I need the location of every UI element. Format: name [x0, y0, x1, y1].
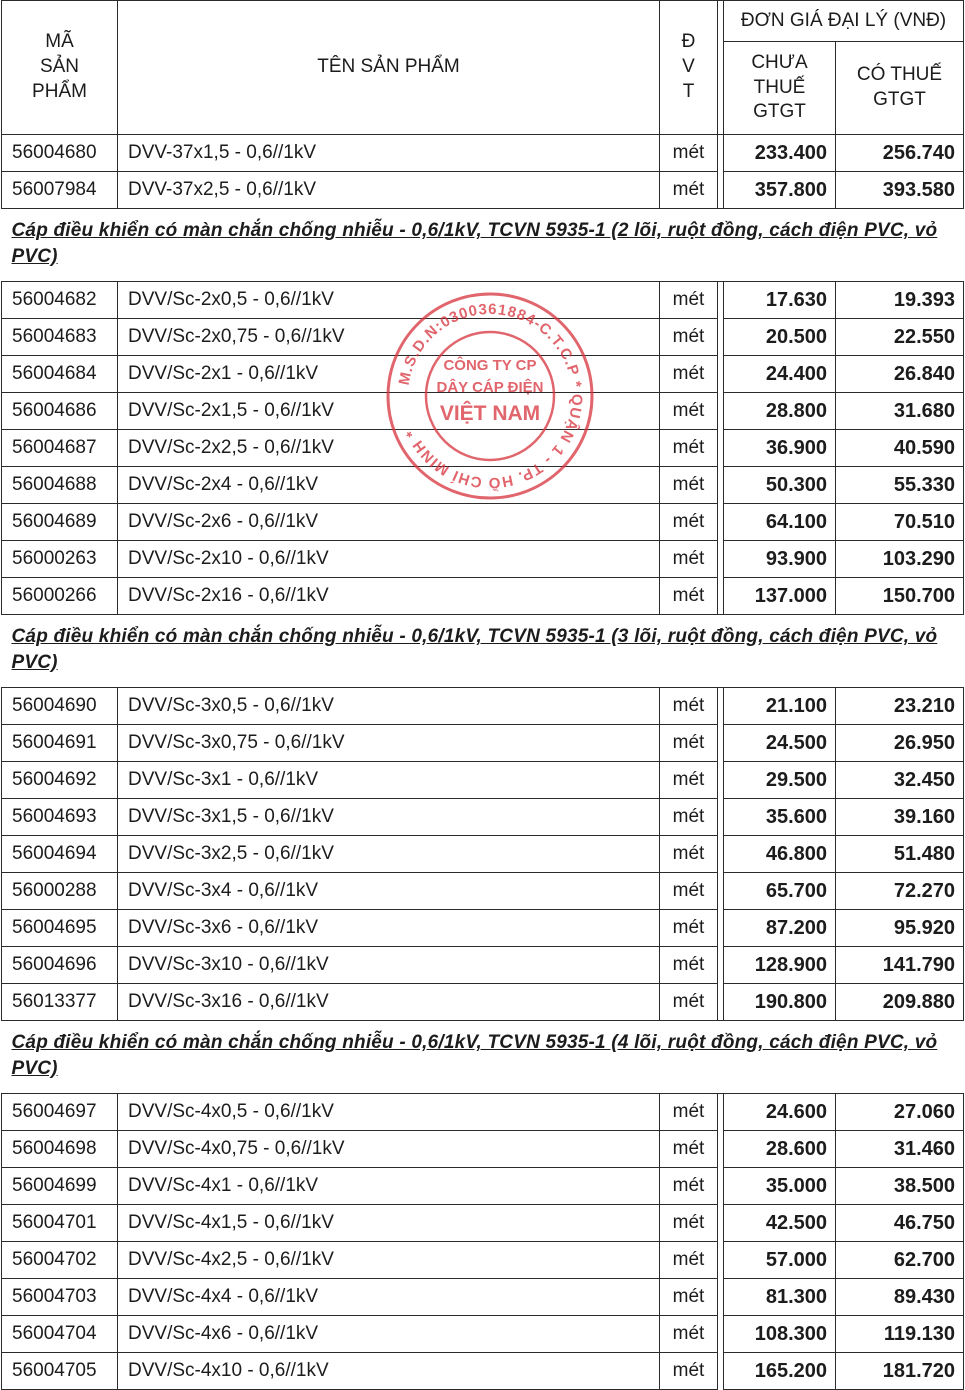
header-pre-tax-line: GTGT	[753, 101, 806, 123]
product-code-cell: 56004686	[2, 393, 118, 430]
product-name-cell: DVV/Sc-4x6 - 0,6//1kV	[118, 1316, 660, 1353]
pre-tax-price-cell: 357.800	[724, 172, 836, 209]
unit-cell: mét	[660, 725, 718, 762]
unit-cell: mét	[660, 172, 718, 209]
section-heading-row	[2, 615, 964, 688]
table-row	[2, 873, 964, 910]
product-name-cell: DVV/Sc-3x0,5 - 0,6//1kV	[118, 688, 660, 725]
product-code-cell: 56004694	[2, 836, 118, 873]
unit-cell: mét	[660, 1279, 718, 1316]
unit-cell: mét	[660, 1131, 718, 1168]
stamp-line-3: VIỆT NAM	[439, 402, 541, 425]
header-product-name	[118, 1, 660, 135]
product-name-cell: DVV/Sc-2x0,5 - 0,6//1kV	[118, 282, 660, 319]
with-tax-price-cell: 103.290	[836, 541, 964, 578]
with-tax-price-cell: 38.500	[836, 1168, 964, 1205]
table-row	[2, 578, 964, 615]
with-tax-price-cell: 72.270	[836, 873, 964, 910]
product-name-cell: DVV/Sc-3x6 - 0,6//1kV	[118, 910, 660, 947]
unit-cell: mét	[660, 688, 718, 725]
product-code-cell: 56004691	[2, 725, 118, 762]
product-code-cell: 56004690	[2, 688, 118, 725]
pre-tax-price-cell: 21.100	[724, 688, 836, 725]
header-name-label: TÊN SẢN PHẨM	[317, 56, 460, 78]
unit-cell: mét	[660, 984, 718, 1021]
table-row	[2, 762, 964, 799]
pre-tax-price-cell: 65.700	[724, 873, 836, 910]
table-row	[2, 910, 964, 947]
unit-cell: mét	[660, 430, 718, 467]
with-tax-price-cell: 89.430	[836, 1279, 964, 1316]
unit-cell: mét	[660, 910, 718, 947]
table-row	[2, 282, 964, 319]
table-row	[2, 984, 964, 1021]
product-name-cell: DVV/Sc-3x1 - 0,6//1kV	[118, 762, 660, 799]
unit-cell: mét	[660, 836, 718, 873]
with-tax-price-cell: 22.550	[836, 319, 964, 356]
with-tax-price-cell: 209.880	[836, 984, 964, 1021]
unit-cell: mét	[660, 504, 718, 541]
product-code-cell: 56004680	[2, 135, 118, 172]
product-name-cell: DVV/Sc-3x0,75 - 0,6//1kV	[118, 725, 660, 762]
product-code-cell: 56004703	[2, 1279, 118, 1316]
product-name-cell: DVV/Sc-3x1,5 - 0,6//1kV	[118, 799, 660, 836]
pre-tax-price-cell: 35.600	[724, 799, 836, 836]
with-tax-price-cell: 95.920	[836, 910, 964, 947]
product-code-cell: 56004696	[2, 947, 118, 984]
stamp-outer-text: M.S.D.N:0300361884-C.T.C.P * QUẬN 1 - TP. HỒ CHÍ MINH *	[395, 300, 586, 492]
product-name-cell: DVV/Sc-4x4 - 0,6//1kV	[118, 1279, 660, 1316]
pre-tax-price-cell: 46.800	[724, 836, 836, 873]
pre-tax-price-cell: 128.900	[724, 947, 836, 984]
header-product-code	[2, 1, 118, 135]
product-name-cell: DVV/Sc-4x1 - 0,6//1kV	[118, 1168, 660, 1205]
table-row	[2, 947, 964, 984]
header-with-tax	[836, 42, 964, 135]
with-tax-price-cell: 141.790	[836, 947, 964, 984]
unit-cell: mét	[660, 762, 718, 799]
with-tax-price-cell: 55.330	[836, 467, 964, 504]
product-code-cell: 56004698	[2, 1131, 118, 1168]
product-code-cell: 56007984	[2, 172, 118, 209]
header-code-line: PHẨM	[32, 80, 87, 102]
table-row	[2, 319, 964, 356]
pre-tax-price-cell: 28.800	[724, 393, 836, 430]
table-row	[2, 504, 964, 541]
pre-tax-price-cell: 165.200	[724, 1353, 836, 1390]
with-tax-price-cell: 26.950	[836, 725, 964, 762]
pre-tax-price-cell: 28.600	[724, 1131, 836, 1168]
pre-tax-price-cell: 24.500	[724, 725, 836, 762]
pre-tax-price-cell: 24.400	[724, 356, 836, 393]
pre-tax-price-cell: 108.300	[724, 1316, 836, 1353]
product-name-cell: DVV/Sc-4x1,5 - 0,6//1kV	[118, 1205, 660, 1242]
table-row	[2, 1205, 964, 1242]
table-row	[2, 799, 964, 836]
header-code-line: MÃ	[45, 31, 74, 53]
product-code-cell: 56004702	[2, 1242, 118, 1279]
pre-tax-price-cell: 24.600	[724, 1094, 836, 1131]
table-row	[2, 356, 964, 393]
stamp-line-2: DÂY CÁP ĐIỆN	[436, 379, 544, 396]
with-tax-price-cell: 393.580	[836, 172, 964, 209]
table-row	[2, 1131, 964, 1168]
table-row	[2, 725, 964, 762]
unit-cell: mét	[660, 319, 718, 356]
unit-cell: mét	[660, 393, 718, 430]
product-code-cell: 56004689	[2, 504, 118, 541]
pre-tax-price-cell: 190.800	[724, 984, 836, 1021]
pre-tax-price-cell: 20.500	[724, 319, 836, 356]
product-name-cell: DVV/Sc-2x16 - 0,6//1kV	[118, 578, 660, 615]
with-tax-price-cell: 19.393	[836, 282, 964, 319]
unit-cell: mét	[660, 135, 718, 172]
product-name-cell: DVV/Sc-2x1,5 - 0,6//1kV	[118, 393, 660, 430]
product-code-cell: 56004683	[2, 319, 118, 356]
product-name-cell: DVV/Sc-2x4 - 0,6//1kV	[118, 467, 660, 504]
product-name-cell: DVV/Sc-2x2,5 - 0,6//1kV	[118, 430, 660, 467]
product-name-cell: DVV/Sc-2x10 - 0,6//1kV	[118, 541, 660, 578]
with-tax-price-cell: 256.740	[836, 135, 964, 172]
header-unit	[660, 1, 718, 135]
product-name-cell: DVV-37x2,5 - 0,6//1kV	[118, 172, 660, 209]
with-tax-price-cell: 51.480	[836, 836, 964, 873]
unit-cell: mét	[660, 1316, 718, 1353]
product-name-cell: DVV/Sc-3x2,5 - 0,6//1kV	[118, 836, 660, 873]
product-name-cell: DVV/Sc-3x4 - 0,6//1kV	[118, 873, 660, 910]
with-tax-price-cell: 150.700	[836, 578, 964, 615]
header-with-tax-line: CÓ THUẾ	[856, 64, 943, 86]
table-row	[2, 688, 964, 725]
unit-cell: mét	[660, 947, 718, 984]
product-code-cell: 56004695	[2, 910, 118, 947]
with-tax-price-cell: 39.160	[836, 799, 964, 836]
section-heading: Cáp điều khiển có màn chắn chống nhiễu - 0,6/1kV, TCVN 5935-1 (4 lõi, ruột đồng, cách điện PVC, vỏ PVC)	[2, 1021, 964, 1094]
table-row	[2, 1316, 964, 1353]
pre-tax-price-cell: 81.300	[724, 1279, 836, 1316]
product-code-cell: 56004687	[2, 430, 118, 467]
section-heading: Cáp điều khiển có màn chắn chống nhiễu - 0,6/1kV, TCVN 5935-1 (3 lõi, ruột đồng, cách điện PVC, vỏ PVC)	[2, 615, 964, 688]
pre-tax-price-cell: 57.000	[724, 1242, 836, 1279]
pre-tax-price-cell: 233.400	[724, 135, 836, 172]
product-name-cell: DVV/Sc-4x0,5 - 0,6//1kV	[118, 1094, 660, 1131]
product-name-cell: DVV/Sc-4x0,75 - 0,6//1kV	[118, 1131, 660, 1168]
pre-tax-price-cell: 64.100	[724, 504, 836, 541]
product-code-cell: 56000266	[2, 578, 118, 615]
product-name-cell: DVV/Sc-3x10 - 0,6//1kV	[118, 947, 660, 984]
product-name-cell: DVV/Sc-4x10 - 0,6//1kV	[118, 1353, 660, 1390]
header-pre-tax-line: THUẾ	[753, 76, 806, 98]
table-row	[2, 467, 964, 504]
product-code-cell: 56004684	[2, 356, 118, 393]
table-row	[2, 1279, 964, 1316]
header-price-group-label: ĐƠN GIÁ ĐẠI LÝ (VNĐ)	[740, 9, 947, 31]
product-code-cell: 56004701	[2, 1205, 118, 1242]
table-row	[2, 172, 964, 209]
product-code-cell: 56004688	[2, 467, 118, 504]
product-code-cell: 56000288	[2, 873, 118, 910]
product-code-cell: 56004682	[2, 282, 118, 319]
unit-cell: mét	[660, 1168, 718, 1205]
product-name-cell: DVV/Sc-2x0,75 - 0,6//1kV	[118, 319, 660, 356]
table-row	[2, 541, 964, 578]
table-row	[2, 1168, 964, 1205]
product-code-cell: 56004697	[2, 1094, 118, 1131]
unit-cell: mét	[660, 578, 718, 615]
section-heading-row	[2, 209, 964, 282]
unit-cell: mét	[660, 282, 718, 319]
unit-cell: mét	[660, 1205, 718, 1242]
table-body	[2, 135, 964, 1390]
header-unit-line: V	[682, 56, 695, 78]
product-name-cell: DVV/Sc-2x1 - 0,6//1kV	[118, 356, 660, 393]
unit-cell: mét	[660, 541, 718, 578]
header-pre-tax	[724, 42, 836, 135]
header-with-tax-line: GTGT	[873, 89, 926, 110]
pre-tax-price-cell: 50.300	[724, 467, 836, 504]
with-tax-price-cell: 27.060	[836, 1094, 964, 1131]
pre-tax-price-cell: 42.500	[724, 1205, 836, 1242]
product-name-cell: DVV-37x1,5 - 0,6//1kV	[118, 135, 660, 172]
with-tax-price-cell: 23.210	[836, 688, 964, 725]
product-code-cell: 56013377	[2, 984, 118, 1021]
with-tax-price-cell: 26.840	[836, 356, 964, 393]
header-unit-line: Đ	[681, 31, 696, 53]
product-name-cell: DVV/Sc-4x2,5 - 0,6//1kV	[118, 1242, 660, 1279]
header-pre-tax-line: CHƯA	[751, 51, 808, 73]
table-row	[2, 135, 964, 172]
stamp-line-1: CÔNG TY CP	[443, 357, 537, 374]
unit-cell: mét	[660, 356, 718, 393]
product-code-cell: 56004692	[2, 762, 118, 799]
table-row	[2, 1242, 964, 1279]
pre-tax-price-cell: 29.500	[724, 762, 836, 799]
pre-tax-price-cell: 93.900	[724, 541, 836, 578]
unit-cell: mét	[660, 1242, 718, 1279]
with-tax-price-cell: 40.590	[836, 430, 964, 467]
unit-cell: mét	[660, 799, 718, 836]
product-code-cell: 56004693	[2, 799, 118, 836]
with-tax-price-cell: 31.680	[836, 393, 964, 430]
unit-cell: mét	[660, 467, 718, 504]
table-row	[2, 836, 964, 873]
product-name-cell: DVV/Sc-3x16 - 0,6//1kV	[118, 984, 660, 1021]
product-code-cell: 56004699	[2, 1168, 118, 1205]
with-tax-price-cell: 32.450	[836, 762, 964, 799]
product-name-cell: DVV/Sc-2x6 - 0,6//1kV	[118, 504, 660, 541]
section-heading-row	[2, 1021, 964, 1094]
pre-tax-price-cell: 137.000	[724, 578, 836, 615]
with-tax-price-cell: 46.750	[836, 1205, 964, 1242]
unit-cell: mét	[660, 1353, 718, 1390]
table-row	[2, 430, 964, 467]
table-header-row	[2, 1, 964, 42]
unit-cell: mét	[660, 873, 718, 910]
pre-tax-price-cell: 36.900	[724, 430, 836, 467]
table-row	[2, 393, 964, 430]
pre-tax-price-cell: 17.630	[724, 282, 836, 319]
with-tax-price-cell: 31.460	[836, 1131, 964, 1168]
pre-tax-price-cell: 87.200	[724, 910, 836, 947]
header-price-group	[724, 1, 964, 42]
with-tax-price-cell: 181.720	[836, 1353, 964, 1390]
table-row	[2, 1353, 964, 1390]
with-tax-price-cell: 70.510	[836, 504, 964, 541]
product-code-cell: 56004705	[2, 1353, 118, 1390]
with-tax-price-cell: 119.130	[836, 1316, 964, 1353]
pre-tax-price-cell: 35.000	[724, 1168, 836, 1205]
with-tax-price-cell: 62.700	[836, 1242, 964, 1279]
unit-cell: mét	[660, 1094, 718, 1131]
header-code-line: SẢN	[39, 56, 80, 78]
section-heading: Cáp điều khiển có màn chắn chống nhiễu - 0,6/1kV, TCVN 5935-1 (2 lõi, ruột đồng, cách điện PVC, vỏ PVC)	[2, 209, 964, 282]
table-row	[2, 1094, 964, 1131]
price-table	[1, 0, 964, 1390]
product-code-cell: 56004704	[2, 1316, 118, 1353]
product-code-cell: 56000263	[2, 541, 118, 578]
header-unit-line: T	[682, 80, 695, 102]
